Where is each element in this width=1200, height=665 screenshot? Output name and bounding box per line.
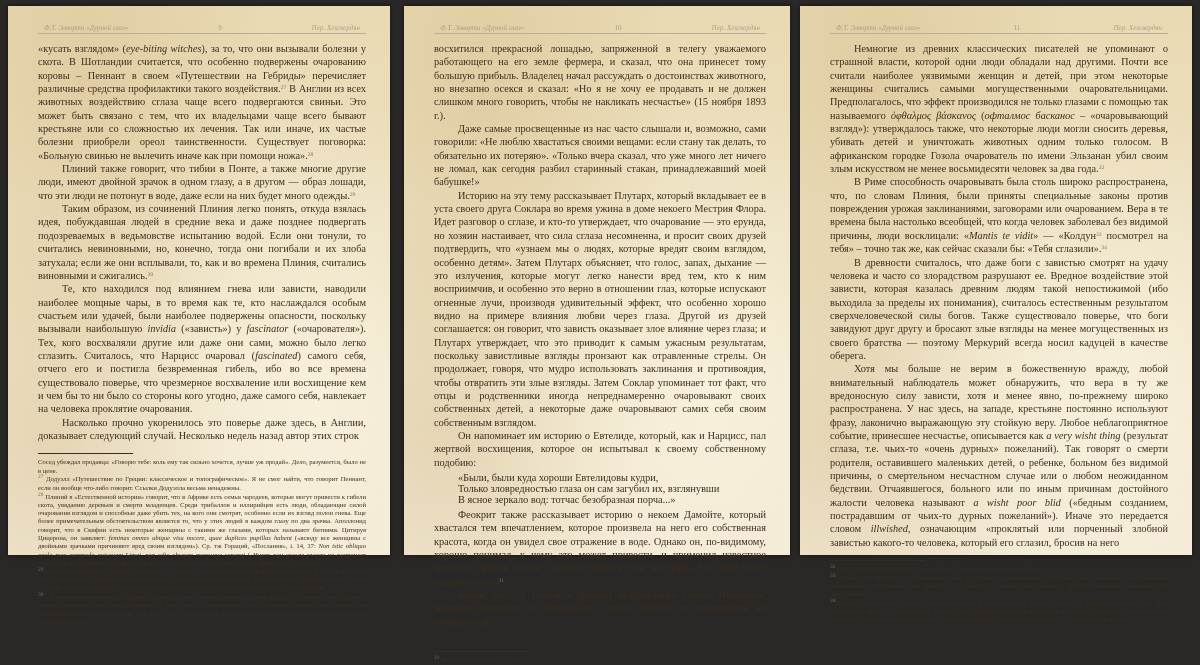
text-run: – «очаровывающий взгляд»): утверждалось также, что некоторые люди могли сносить деревья, убивать детей и уничтожать животных одним только голосом. В африканском городке Гозола очарователь по имени Эльзанан убил своим злым искусством не менее восьмидесяти человек за два года.	[830, 110, 1168, 176]
page-body	[38, 43, 366, 443]
page-number: 10	[614, 24, 622, 32]
text-run: Сосед убеждал продавца: «Говорю тебе: коль ему так сильно хочется, лучше уж продай». Дело, разумеется, было не в цене.	[38, 459, 366, 475]
text-run: посмотрел на тебя» – точно так же, как сейчас сказали бы: «Тебя сглазили».	[830, 230, 1168, 256]
paragraph	[38, 283, 366, 416]
text-run: («зависть») у	[176, 324, 247, 336]
footnote-ref[interactable]: 27	[280, 85, 287, 92]
paragraph	[830, 176, 1168, 256]
paragraph	[830, 43, 1168, 176]
text-run: Додуэлл «Путешествие по Греции: классическое и топографическое». Я не смог найти, что говорит Пеннант, если он вообще что-либо говорит. Ссылки Додуэлла весьма ненадежны.	[38, 476, 366, 492]
footnote-ref[interactable]: 29	[349, 191, 356, 198]
header-author-title: Ф.Т. Элворти «Дурной глаз»	[440, 24, 525, 32]
italic-text: ὀφθαλμος βάσκανος	[890, 110, 977, 122]
italic-text: Non istic obliquo oculo mea commoda quisquam Limat, non odio obscuro morsuque venenat	[38, 543, 366, 559]
header-author-title: Ф.Т. Элворти «Дурной глаз»	[44, 24, 129, 32]
footnote-ref[interactable]: 32	[830, 564, 836, 571]
italic-text: fascinated	[255, 350, 298, 362]
paragraph	[434, 430, 766, 470]
footnote-ref[interactable]: 34	[1101, 245, 1107, 252]
footnote-divider	[38, 453, 133, 454]
footnotes	[434, 657, 766, 665]
text-run: , означающим «проклятый или порченный злобной завистью какого-то человека, который его сглазил, бросив на него	[830, 524, 1168, 549]
italic-text: Mantis	[875, 574, 894, 582]
text-run: » — «Колдун	[1033, 230, 1097, 242]
italic-text: a wisht poor blid	[973, 497, 1061, 509]
text-run: («всюду все женщины с двойными зрачками причиняют вред своим взглядом»). Ср. тж Гораций, «Послания», i. 14, 37:	[38, 534, 366, 551]
page-number: 9	[218, 24, 222, 32]
text-run: («пророк, предсказатель»). Позднее из-за ошибочного истолкования превратился в «богомола» (лат.	[830, 574, 1168, 591]
italic-text: feminas omnes ubique visu nocere, quae duplices pupillas habent	[108, 534, 292, 542]
text-run: Те, кто находился под влиянием гнева или зависти, наводили наиболее мощные чары, в то время как те, кто наслаждался особым счастьем или удачей, были наиболее подвержены опасности, поскольку вызывали наибольшую	[38, 284, 366, 336]
italic-text: mantis	[923, 583, 942, 591]
italic-text: Mantis te vidit	[968, 230, 1034, 242]
page	[404, 6, 790, 665]
text-run: Насколько прочно укоренилось это поверье даже здесь, в Англии, доказывает следующий случай. Несколько недель назад автор этих строк	[38, 417, 366, 442]
text-run: Немногие из древних классических писателей не упоминают о страшной власти, которой одни люди обладали над другими. Почти все считали наиболее уязвимыми женщин и детей, при этом некоторые женщины считались самыми могущественными очаровательницами. Предполагалось, что эффект производился не только глазами с помощью так называемого	[830, 44, 1168, 122]
text-run: ) самого себя, отчего его и постигла безвременная гибель, ибо во все времена существовало поверье, что чрезмерное восхваление или восхищение кем и чем бы то ни было со стороны кого угодно, даже самого себя, навлекает на человека проклятие очарования.	[38, 350, 366, 416]
footnote-ref[interactable]: 31	[498, 577, 505, 584]
footnote-ref[interactable]: 34	[830, 598, 836, 605]
text-run: («бедным созданием, пострадавшим от чьих-то дурных пожеланий»). Иначе это передается словом	[830, 497, 1169, 536]
italic-text: invidia	[147, 324, 177, 336]
text-run: («Если богомол, вид саранчи, который рождается на стерне, посмотрит на какое-либо животное, то тотчас причинит ему зло. Отсюда выражение "Богомол тебя увидел"») — Фроммани, Тракт.	[830, 608, 1168, 624]
italic-text: Mantis, locustae genus, quae in stipulis enascitur, si quod inspexerit animal protinus illi quippiam producit mali. Hinc Proverbium: Mantis te vidit	[830, 600, 1168, 616]
text-run: (	[976, 110, 985, 122]
footnotes	[830, 566, 1168, 625]
footnote-ref[interactable]: 33	[830, 572, 836, 579]
text-run: (результат сглаза, т.е. чьих-то «очень дурных» пожеланий). Так говорят о смерти родителя, оставившего маленьких детей, о ребенке, больном без видимой причины, о смертельном несчастном случае или о любом неожиданном бедствии. Отчаявшегося, больного или по иным причинам достойного жалости человека называют	[830, 430, 1168, 509]
footnote	[38, 459, 366, 476]
text-run: ), в результате чего люди стали говорить: «На тебя посмотрел богомол» (см. прим. ниже).	[830, 583, 1168, 599]
footnote-ref[interactable]: 30	[38, 592, 44, 599]
footnote-ref[interactable]: 29	[38, 566, 44, 573]
text-run: Он напоминает им историю о Евтелиде, который, как и Нарцисс, пал жертвой восхищения, которое он испытывал к своему собственному подобию:	[434, 430, 766, 469]
text-run: - от греческого	[893, 574, 947, 582]
text-run: ), за то, что они вызывали болезни у скота. В Шотландии считается, что особенно подвержены очарованию коровы – Пеннант в своем «Путешествии на Гебриды» перечисляет различные средства профилактики такого воздействия.	[38, 44, 366, 96]
italic-text: офталмос басканос	[984, 110, 1075, 122]
italic-text: a very wisht thing	[1046, 430, 1121, 442]
italic-text: μάντις	[946, 574, 964, 582]
page-body	[830, 43, 1168, 550]
footnote	[38, 566, 366, 594]
footnote-ref[interactable]: 28	[38, 491, 44, 498]
paragraph	[38, 417, 366, 444]
verse-line: «Были, были куда хороши Евтелидовы кудри,	[458, 473, 659, 484]
footnote	[830, 600, 1168, 625]
page-body	[434, 43, 766, 629]
text-run: восхитился прекрасной лошадью, запряженной в телегу уважаемого работающего на его земле фермера, и сказал, что она принесет тому большую прибыль. Владелец начал рассуждать о достоинствах животного, но внезапно осекся и сказал: «Но я не хочу ее продавать и не должен слишком много говорить, чтобы не накликать несчастье» (15 ноября 1893 г.).	[434, 44, 766, 122]
page-number: 11	[1013, 24, 1021, 32]
running-header	[830, 24, 1168, 34]
text-run: В Англии из всех животных воздействию сглаза чаще всего подвергаются свиньи. Это может быть связано с тем, что их владельцами чаще всего бывают крестьяне или со сложностью их лечения. Так или иначе, их частые болезни приобрели ореол таинственности. Существует поговорка: «Больную свинью не вылечить иначе как при помощи ножа».	[38, 84, 366, 162]
text-run: («Глаз с двойным зрачком излучает два света и мечет молнии»). Он же говорит («Метаморфозы», книга vii, 364), что жители Родоса, равно как тельхины повреждали все, на что смотрели. См. тж Фроммани.	[38, 576, 366, 593]
text-run: Плиний также говорит, что тибии в Понте, а также многие другие люди, имеют двойной зрачок в одном глазу, а в другом — образ лошади, что эти люди не потонут в воде, даже если на них будет много одежды.	[38, 164, 366, 202]
paragraph	[38, 203, 366, 283]
paragraph	[434, 509, 766, 589]
text-run: Историю на эту тему рассказывает Плутарх, который вкладывает ее в уста своего друга Соклара во время ужина в доме некоего Местрия Флора. Идет разговор о сглазе, и кто-то утверждает, что очарование — это ерунда, но хозяин настаивает, что сила сглаза несомненна, и просит своих друзей подтвердить, что «узнаем мы о людях, которые вредят своим взглядом, особенно детям». Затем Плутарх объясняет, что голос, запах, дыхание — это излучения, которые могут легко нанести вред тем, кто к ним восприимчив, и особенно это верно в отношении глаз, которые испускают огненные лучи, производя удивительный эффект, что особенно хорошо видно на примере влияния любви через глаза. Другой из друзей соглашается: он говорит, что зависть оказывает злое влияние через глаза; и Плутарх утверждает, что это приводит к самым ужасным результатам, поскольку завистливые взгляды пронзают как отравленные стрелы. Он продолжает, говоря, что мудро использовать заклинания и противоядия, чтобы отвратить эти злые взгляды. Затем Соклар упоминает тот факт, что отцы и родственники иногда непреднамеренно очаровывают своих собственных детей, а некоторые даже очаровывают самих себя своим собственным взглядом.	[434, 190, 766, 429]
footnote	[38, 491, 367, 569]
text-run: В Риме способность очаровывать была столь широко распространена, что, по словам Плиния, были приняты специальные законы против повреждения урожая заклинаниями, заговорами или очарованием. Вера в те времена была настолько всеобщей, что когда человек заболевал без видимой причины, люди восклицали: «	[830, 177, 1168, 242]
text-run: Об этом плавании ведьм см. Брэнд. «Природа сочла целесообразным создать яды во всех частях тела, и даже в глазах некоторых людей, позаботившись о том, чтобы в человеческом теле не было никакого зла, которого не существует в природе» (Плиний, Ест. ист.). Эту главу Плиния стоит внимательно прочитать; см. тж примечания доктора Востока.	[38, 594, 366, 626]
running-header	[434, 24, 766, 34]
running-header	[38, 24, 366, 34]
italic-text: fascinator	[246, 324, 289, 336]
verse-line: Только зловредностью глаза он сам загубил их, взглянувши	[458, 484, 720, 495]
paragraph	[434, 43, 766, 123]
page	[800, 6, 1192, 624]
italic-text: illwished	[870, 524, 908, 536]
footnote	[830, 566, 1168, 574]
text-run: Цит. Андреаса Тураса в кн. Стори «Замок Святого Ангела и дурной глаз».	[835, 566, 1045, 574]
footnote-divider	[434, 651, 529, 652]
text-run: Хотя мы больше не верим в божественную вражду, любой внимательный наблюдатель может обнаружить, что вера в ту же вредоносную силу зависти, хотя и менее явно, по-прежнему широко распространена. У нас здесь, на западе, крестьяне постоянно используют фразу, лаконично выражающую эту стойкую веру. Любое неблагоприятное событие, принесшее несчастье, описывается как	[830, 364, 1168, 442]
paragraph	[434, 123, 766, 190]
text-run: Даже самые просвещенные из нас часто слышали и, возможно, сами говорили: «Не люблю хвастаться своими вещами: если стану так делать, то обязательно их потеряю». «Только вчера сказал, что уже много лет ничего не ломал, как сегодня разбил старинный стакан, принадлежавший моей бабушке!»	[434, 124, 766, 189]
text-run: Таким образом, из сочинений Плиния легко понять, откуда взялась идея, побуждавшая людей в средние века и даже позднее подвергать подозреваемых в ведьмовстве испытанию водой. Если они тонули, то считались невиновными, но, конечно, тогда они погибали и их злоба затухала; если же они всплывали, то, как и во времена Плиния, считались виновными и сжигались.	[38, 204, 366, 282]
verse-line: В ясное зеркало вод: тотчас безобразная порча...»	[458, 495, 676, 506]
text-run: («Никто там косым глазом не разрушает блага мои, не отравляет тайной злобой и укусом»). См. тж Бэкон, Очерк IX, и Фроммани, «Трактат».	[38, 551, 367, 567]
header-translator: Пер. Хехсвердян	[1113, 24, 1162, 32]
paragraph	[830, 363, 1168, 550]
italic-text: Oculis quoque pupula duplex Fulminat et geminum lumen ab orbe venit	[38, 568, 366, 584]
verse-quote	[458, 473, 766, 506]
footnote-ref[interactable]: 30	[147, 271, 154, 278]
footnote-ref[interactable]: 28	[307, 151, 314, 158]
footnote	[830, 572, 1168, 600]
footnote	[434, 657, 766, 665]
footnote-ref[interactable]: 32	[1098, 165, 1105, 172]
text-run: Плиний в «Естественной истории» говорит, что в Африке есть семьи чародеев, которые могут привести к гибели скота, увяданию деревьев и смерти младенцев. Среди трибаллов и иллирийцев есть люди, обладающие силой очарования взглядом и способные даже убить тех, на кого они смотрят, особенно если их взгляд полон гнева. Еще более примечательным обстоятельством является то, что у этих людей в каждом глазу по два зрачка. Аполлонид говорит, что в Скифии есть некоторые женщины с такими же глазами, которых называют битиями. Цитируя Цицерона, он заявляет:	[38, 493, 366, 542]
text-run: В древности считалось, что даже боги с завистью смотрят на удачу человека и часто со злорадством разрушают ее. Вредное воздействие этой зависти, которая казалась древним людям такой непостижимой (ибо выходила за пределы их понимания), считалось естественным результатом сверхчеловеческой силы богов. Также существовало поверье, что боги завидуют друг другу и бросают злые взгляды на менее могущественных из своего братства — поэтому Меркурий всегда носил кадуцей в качестве оберега.	[830, 257, 1168, 362]
footnote	[38, 476, 366, 493]
paragraph	[830, 257, 1168, 364]
paragraph	[38, 163, 366, 203]
paragraph	[434, 589, 766, 629]
footnote	[38, 594, 366, 627]
header-author-title: Ф.Т. Элворти «Дурной глаз»	[836, 24, 921, 32]
italic-text: eye-biting witches	[125, 44, 202, 55]
header-translator: Пер. Хехсвердян	[711, 24, 760, 32]
footnotes	[38, 459, 366, 627]
footnote-ref[interactable]: 31	[434, 655, 440, 662]
text-run: Кроме того, у греков и римлян воздвигались статуи Немезиды, которую почитали и призывали, чтобы спасти от очарования ее почитателей.	[434, 590, 766, 628]
header-translator: Пер. Хехсвердян	[311, 24, 360, 32]
footnote-ref[interactable]: 33	[1096, 231, 1102, 238]
paragraph	[434, 190, 766, 430]
text-run: Феокрит также рассказывает историю о некоем Дамойте, который хвастался тем впечатлением, которое произвела на него его собственная красота, когда он увидел свое отражение в воде. Однако он, по-видимому, хорошо понимал, к чему это может привести, и применил известное средство против сглаза, трижды плюнув себе на грудь. Об этом будет сказано позже.	[434, 510, 766, 588]
text-run: Феокрит «Идиллии», vi, 39.	[439, 657, 519, 665]
text-run: («очарователя»). Тех, кого восхваляли другие или даже они сами, можно было легко сглазить. Считалось, что Нарцисс очаровал (	[38, 324, 366, 362]
page	[8, 6, 390, 626]
text-run: Овидий («Любовные элегии», Элегия 8, 15) говорит:	[43, 568, 200, 576]
footnote-ref[interactable]: 27	[38, 474, 44, 481]
text-run: «кусать взглядом» (	[38, 44, 126, 55]
paragraph	[38, 43, 366, 163]
text-run: Прим. пер.	[835, 574, 876, 582]
